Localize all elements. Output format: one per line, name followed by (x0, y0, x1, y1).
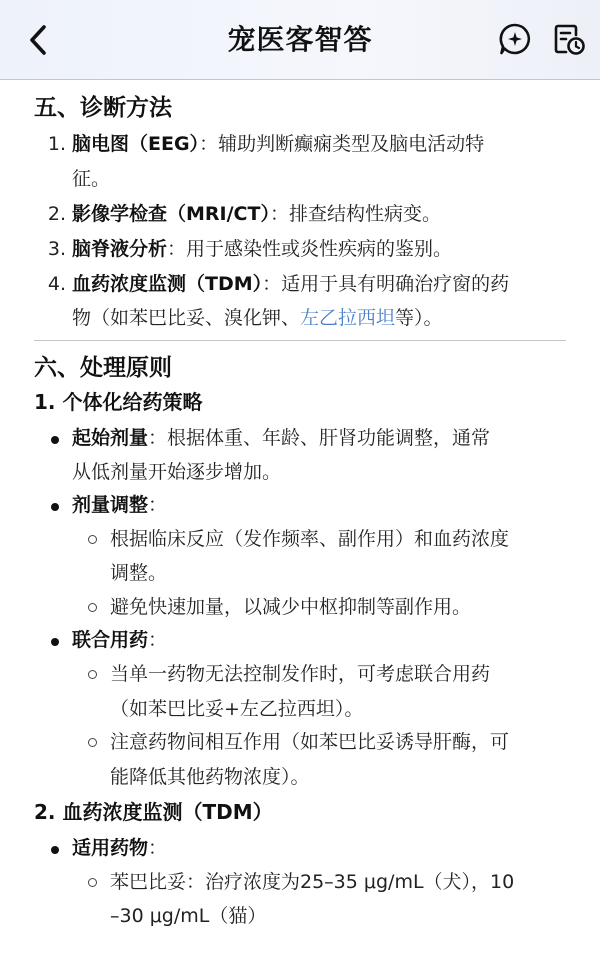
bullet-applicable-drugs (72, 833, 167, 863)
bullet-icon (51, 503, 59, 511)
bullet-starting-dose (72, 423, 490, 453)
sub-item-text: 调整。 (110, 562, 168, 584)
list-item-tdm (72, 269, 509, 299)
bullet-icon (51, 436, 59, 444)
sub-item-text: 根据临床反应（发作频率、副作用）和血药浓度 (110, 528, 510, 550)
item-text: ：适用于具有明确治疗窗的药 (262, 273, 510, 295)
list-item-eeg (72, 129, 484, 159)
bullet-icon (51, 638, 59, 646)
sub-bullet-icon (88, 878, 97, 887)
term-applicable-drugs: 适用药物 (72, 837, 149, 859)
sub-bullet-icon (88, 738, 97, 747)
item-text: 等）。 (395, 307, 443, 329)
sub-item-text: （如苯巴比妥+左乙拉西坦）。 (110, 698, 364, 720)
top-bar (0, 0, 600, 80)
item-text: 物（如苯巴比妥、溴化钾、 (72, 307, 301, 329)
bullet-icon (51, 846, 59, 854)
sub-bullet-icon (88, 535, 97, 544)
sub-item-text: 能降低其他药物浓度）。 (110, 766, 310, 788)
sub-item-text: 苯巴比妥：治疗浓度为25–35 μg/mL（犬），10 (110, 871, 515, 893)
term-dose-adjustment: 剂量调整 (72, 494, 149, 516)
term-imaging: 影像学检查（MRI/CT） (72, 203, 270, 225)
term-starting-dose: 起始剂量 (72, 427, 149, 449)
history-doc-icon (552, 22, 586, 56)
section-heading-treatment: 六、处理原则 (34, 355, 172, 381)
list-number: 2. (47, 203, 66, 225)
new-chat-button[interactable] (498, 22, 532, 56)
item-text: ：排查结构性病变。 (269, 203, 441, 225)
sub-bullet-icon (88, 670, 97, 679)
chat-plus-icon (498, 22, 532, 56)
list-item-imaging (72, 199, 441, 229)
item-text: ：用于感染性或炎性疾病的鉴别。 (167, 238, 453, 260)
sub-item-text: 避免快速加量，以减少中枢抑制等副作用。 (110, 596, 472, 618)
item-text: ： (148, 629, 168, 651)
bullet-dose-adjustment (72, 490, 167, 520)
sub-bullet-icon (88, 603, 97, 612)
item-text: ：辅助判断癫痫类型及脑电活动特 (199, 133, 485, 155)
item-text: ： (148, 837, 168, 859)
drug-link-levetiracetam[interactable]: 左乙拉西坦 (300, 307, 396, 329)
page-title: 宠医客智答 (227, 23, 373, 56)
list-item-tdm-cont (72, 303, 443, 333)
history-button[interactable] (552, 22, 586, 56)
item-text: ：根据体重、年龄、肝肾功能调整，通常 (148, 427, 491, 449)
term-eeg: 脑电图（EEG） (72, 133, 200, 155)
sub-item-text: –30 μg/mL（猫） (110, 905, 267, 927)
term-combination-therapy: 联合用药 (72, 629, 149, 651)
bullet-combination-therapy (72, 625, 167, 655)
sub-item-text: 当单一药物无法控制发作时，可考虑联合用药 (110, 663, 491, 685)
section-heading-diagnosis: 五、诊断方法 (34, 95, 172, 121)
list-item-eeg-cont: 征。 (72, 168, 111, 190)
bullet-starting-dose-cont: 从低剂量开始逐步增加。 (72, 461, 282, 483)
divider (34, 340, 566, 341)
list-number: 1. (47, 133, 66, 155)
term-csf: 脑脊液分析 (72, 238, 168, 260)
list-number: 4. (47, 273, 66, 295)
list-item-csf (72, 234, 452, 264)
subheading-individualized-dosing: 1. 个体化给药策略 (34, 390, 203, 414)
term-tdm: 血药浓度监测（TDM） (72, 273, 263, 295)
subheading-tdm: 2. 血药浓度监测（TDM） (34, 800, 273, 824)
sub-item-text: 注意药物间相互作用（如苯巴比妥诱导肝酶，可 (110, 731, 510, 753)
item-text: ： (148, 494, 168, 516)
list-number: 3. (47, 238, 66, 260)
